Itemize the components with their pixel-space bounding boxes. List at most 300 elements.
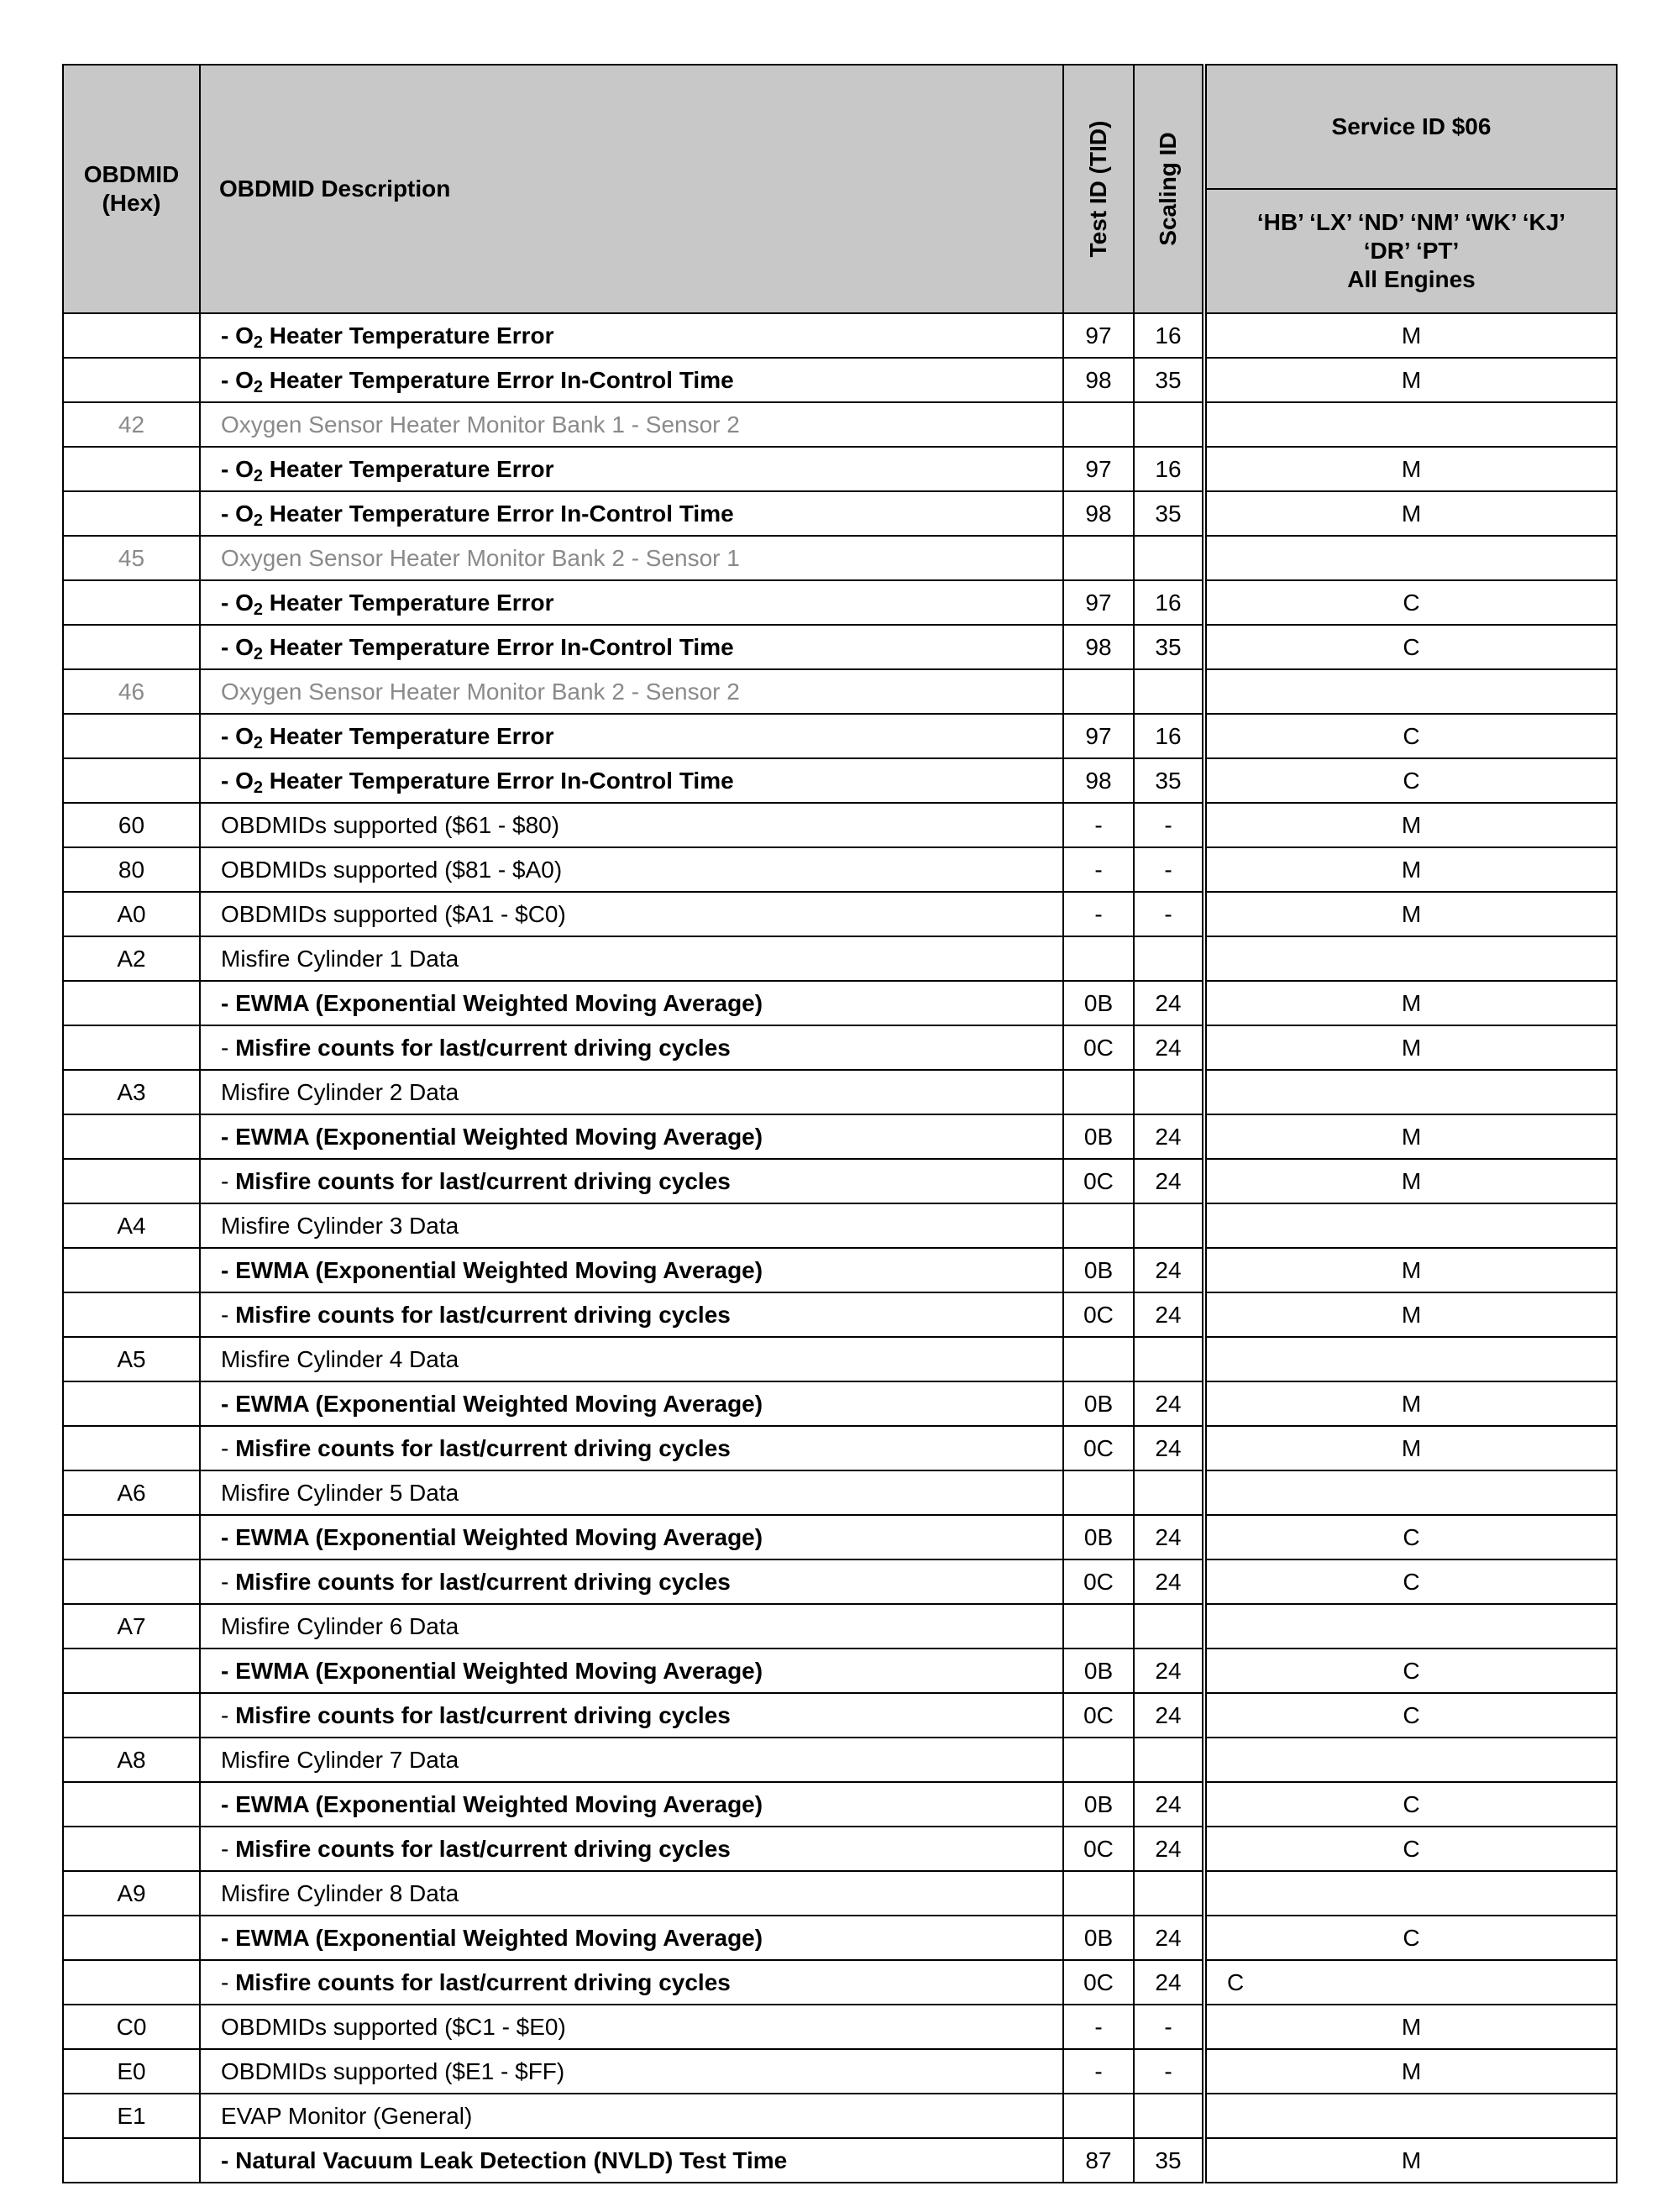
scaling-id-cell: 24 bbox=[1134, 1559, 1204, 1604]
scaling-id-cell: - bbox=[1134, 803, 1204, 847]
description-text-continued: Misfire counts for last/current driving cycles bbox=[235, 1301, 731, 1328]
description-cell bbox=[200, 1070, 1063, 1114]
service-cell: C bbox=[1204, 1960, 1617, 2005]
test-id-cell: - bbox=[1063, 892, 1134, 936]
test-id-cell: 0C bbox=[1063, 1693, 1134, 1738]
description-cell bbox=[200, 1559, 1063, 1604]
scaling-id-cell: 35 bbox=[1134, 2138, 1204, 2183]
obdmid-cell bbox=[63, 1649, 200, 1693]
service-cell bbox=[1204, 2094, 1617, 2138]
test-id-cell bbox=[1063, 1604, 1134, 1649]
description-cell bbox=[200, 2138, 1063, 2183]
obdmid-cell: 80 bbox=[63, 847, 200, 892]
test-id-cell: 0B bbox=[1063, 1515, 1134, 1559]
description-text: - O bbox=[221, 366, 254, 393]
obdmid-cell bbox=[63, 1916, 200, 1960]
test-id-cell: 98 bbox=[1063, 358, 1134, 402]
header-obdmid-hex bbox=[63, 65, 200, 313]
subscript: 2 bbox=[253, 466, 264, 485]
description-text: - bbox=[221, 1968, 236, 1995]
service-cell bbox=[1204, 1203, 1617, 1248]
description-text: - EWMA (Exponential Weighted Moving Average) bbox=[221, 1256, 763, 1283]
description-text-continued: Heater Temperature Error In-Control Time bbox=[263, 633, 734, 660]
scaling-id-cell bbox=[1134, 1604, 1204, 1649]
service-cell: C bbox=[1204, 1916, 1617, 1960]
description-cell bbox=[200, 1649, 1063, 1693]
table-row bbox=[63, 1381, 1617, 1426]
table-row bbox=[63, 1025, 1617, 1070]
scaling-id-cell bbox=[1134, 1871, 1204, 1916]
service-cell bbox=[1204, 1470, 1617, 1515]
subscript: 2 bbox=[253, 377, 264, 396]
test-id-cell: 0B bbox=[1063, 1916, 1134, 1960]
description-text: - EWMA (Exponential Weighted Moving Average) bbox=[221, 1390, 763, 1417]
obdmid-cell: A5 bbox=[63, 1337, 200, 1381]
description-text: OBDMIDs supported ($61 - $80) bbox=[221, 811, 560, 838]
obdmid-cell bbox=[63, 1114, 200, 1159]
description-cell bbox=[200, 1381, 1063, 1426]
description-cell bbox=[200, 758, 1063, 803]
test-id-cell: 98 bbox=[1063, 758, 1134, 803]
description-cell bbox=[200, 1114, 1063, 1159]
scaling-id-cell bbox=[1134, 1070, 1204, 1114]
description-text-continued: Misfire counts for last/current driving cycles bbox=[235, 1434, 731, 1461]
description-text-continued: Heater Temperature Error In-Control Time bbox=[263, 366, 734, 393]
table-row bbox=[63, 2138, 1617, 2183]
table-row bbox=[63, 2005, 1617, 2049]
description-text-continued: Heater Temperature Error bbox=[263, 722, 554, 749]
service-cell: M bbox=[1204, 1159, 1617, 1203]
description-text: - O bbox=[221, 589, 254, 616]
table-row bbox=[63, 1159, 1617, 1203]
obdmid-cell bbox=[63, 1025, 200, 1070]
table-row bbox=[63, 981, 1617, 1025]
table-row bbox=[63, 1871, 1617, 1916]
scaling-id-cell: 24 bbox=[1134, 1827, 1204, 1871]
obdmid-cell bbox=[63, 447, 200, 491]
description-text: Misfire Cylinder 3 Data bbox=[221, 1212, 459, 1239]
service-cell bbox=[1204, 1604, 1617, 1649]
subscript: 2 bbox=[253, 333, 264, 352]
scaling-id-cell: 24 bbox=[1134, 1114, 1204, 1159]
scaling-id-cell: 16 bbox=[1134, 580, 1204, 625]
obdmid-cell: A2 bbox=[63, 936, 200, 981]
description-text: - O bbox=[221, 500, 254, 527]
description-text-continued: Heater Temperature Error bbox=[263, 589, 554, 616]
description-text: - O bbox=[221, 767, 254, 794]
subscript: 2 bbox=[253, 733, 264, 752]
service-cell: C bbox=[1204, 1782, 1617, 1827]
description-cell bbox=[200, 981, 1063, 1025]
table-row bbox=[63, 1916, 1617, 1960]
test-id-cell: 98 bbox=[1063, 491, 1134, 536]
service-cell bbox=[1204, 1738, 1617, 1782]
table-body bbox=[63, 313, 1617, 2183]
scaling-id-cell: 35 bbox=[1134, 491, 1204, 536]
test-id-cell bbox=[1063, 2094, 1134, 2138]
description-text: - bbox=[221, 1167, 236, 1194]
table-row bbox=[63, 491, 1617, 536]
table-row bbox=[63, 1470, 1617, 1515]
description-cell bbox=[200, 1426, 1063, 1470]
description-text: - bbox=[221, 1301, 236, 1328]
test-id-cell bbox=[1063, 536, 1134, 580]
description-cell bbox=[200, 358, 1063, 402]
table-row bbox=[63, 1426, 1617, 1470]
description-text: OBDMIDs supported ($C1 - $E0) bbox=[221, 2013, 566, 2040]
obdmid-cell: A3 bbox=[63, 1070, 200, 1114]
description-text: - O bbox=[221, 455, 254, 482]
scaling-id-cell: - bbox=[1134, 2049, 1204, 2094]
header-obdmid-line2: (Hex) bbox=[102, 190, 161, 216]
test-id-cell bbox=[1063, 1203, 1134, 1248]
test-id-cell: 0C bbox=[1063, 1960, 1134, 2005]
test-id-cell: 97 bbox=[1063, 714, 1134, 758]
test-id-cell: 0C bbox=[1063, 1827, 1134, 1871]
obdmid-cell bbox=[63, 580, 200, 625]
service-cell: M bbox=[1204, 1248, 1617, 1292]
service-cell: M bbox=[1204, 847, 1617, 892]
scaling-id-cell: 24 bbox=[1134, 1916, 1204, 1960]
scaling-id-cell: 35 bbox=[1134, 625, 1204, 669]
description-text: Misfire Cylinder 6 Data bbox=[221, 1612, 459, 1639]
description-text: Misfire Cylinder 8 Data bbox=[221, 1879, 459, 1906]
scaling-id-cell: - bbox=[1134, 2005, 1204, 2049]
description-cell bbox=[200, 847, 1063, 892]
test-id-cell: - bbox=[1063, 803, 1134, 847]
description-text: Misfire Cylinder 5 Data bbox=[221, 1479, 459, 1506]
test-id-cell bbox=[1063, 1470, 1134, 1515]
service-cell: M bbox=[1204, 2005, 1617, 2049]
description-text-continued: Misfire counts for last/current driving cycles bbox=[235, 1835, 731, 1862]
table-row bbox=[63, 1559, 1617, 1604]
table-row bbox=[63, 847, 1617, 892]
obdmid-cell: 45 bbox=[63, 536, 200, 580]
scaling-id-cell: 16 bbox=[1134, 447, 1204, 491]
table-row bbox=[63, 892, 1617, 936]
description-cell bbox=[200, 936, 1063, 981]
table-row bbox=[63, 1337, 1617, 1381]
obdmid-cell bbox=[63, 981, 200, 1025]
description-text-continued: Heater Temperature Error In-Control Time bbox=[263, 767, 734, 794]
scaling-id-cell: 24 bbox=[1134, 1025, 1204, 1070]
description-text: - bbox=[221, 1434, 236, 1461]
test-id-cell: 97 bbox=[1063, 580, 1134, 625]
test-id-cell bbox=[1063, 1738, 1134, 1782]
test-id-cell: 97 bbox=[1063, 313, 1134, 358]
description-cell bbox=[200, 1782, 1063, 1827]
description-cell bbox=[200, 1159, 1063, 1203]
table-row bbox=[63, 803, 1617, 847]
scaling-id-cell bbox=[1134, 402, 1204, 447]
obdmid-cell bbox=[63, 1782, 200, 1827]
table-row bbox=[63, 1960, 1617, 2005]
description-cell bbox=[200, 2049, 1063, 2094]
scaling-id-cell: 24 bbox=[1134, 1649, 1204, 1693]
obdmid-cell bbox=[63, 1960, 200, 2005]
table-row bbox=[63, 1782, 1617, 1827]
test-id-cell bbox=[1063, 402, 1134, 447]
obdmid-cell: E1 bbox=[63, 2094, 200, 2138]
description-text: Oxygen Sensor Heater Monitor Bank 1 - Sensor 2 bbox=[221, 411, 740, 438]
description-text: OBDMIDs supported ($E1 - $FF) bbox=[221, 2057, 565, 2084]
scaling-id-cell: 16 bbox=[1134, 313, 1204, 358]
table-row bbox=[63, 1070, 1617, 1114]
description-cell bbox=[200, 491, 1063, 536]
description-text: - O bbox=[221, 722, 254, 749]
service-cell: C bbox=[1204, 758, 1617, 803]
test-id-cell: 0C bbox=[1063, 1426, 1134, 1470]
scaling-id-cell: 24 bbox=[1134, 1782, 1204, 1827]
scaling-id-cell: - bbox=[1134, 892, 1204, 936]
service-cell: M bbox=[1204, 358, 1617, 402]
description-cell bbox=[200, 803, 1063, 847]
service-cell: M bbox=[1204, 1114, 1617, 1159]
table-row bbox=[63, 2049, 1617, 2094]
header-scaling-id-label: Scaling ID bbox=[1155, 132, 1181, 246]
description-text-continued: Misfire counts for last/current driving cycles bbox=[235, 1034, 731, 1061]
header-service-id: Service ID $06 bbox=[1204, 65, 1617, 189]
service-cell bbox=[1204, 1871, 1617, 1916]
description-cell bbox=[200, 669, 1063, 714]
subscript: 2 bbox=[253, 778, 264, 797]
header-engines bbox=[1204, 189, 1617, 313]
scaling-id-cell: 24 bbox=[1134, 1381, 1204, 1426]
description-text: Oxygen Sensor Heater Monitor Bank 2 - Sensor 2 bbox=[221, 678, 740, 705]
description-text: - bbox=[221, 1835, 236, 1862]
description-text: - EWMA (Exponential Weighted Moving Average) bbox=[221, 1790, 763, 1817]
test-id-cell: 0B bbox=[1063, 1248, 1134, 1292]
header-engines-line3: All Engines bbox=[1347, 266, 1476, 292]
description-text: EVAP Monitor (General) bbox=[221, 2102, 473, 2129]
test-id-cell: - bbox=[1063, 847, 1134, 892]
table-row bbox=[63, 1827, 1617, 1871]
header-scaling-id bbox=[1134, 65, 1204, 313]
service-cell bbox=[1204, 536, 1617, 580]
table-row bbox=[63, 1248, 1617, 1292]
scaling-id-cell bbox=[1134, 1470, 1204, 1515]
obdmid-cell: A7 bbox=[63, 1604, 200, 1649]
table-row bbox=[63, 714, 1617, 758]
service-cell bbox=[1204, 402, 1617, 447]
description-cell bbox=[200, 1248, 1063, 1292]
table-row bbox=[63, 1114, 1617, 1159]
service-cell: M bbox=[1204, 491, 1617, 536]
table-row bbox=[63, 758, 1617, 803]
header-engines-line1: ‘HB’ ‘LX’ ‘ND’ ‘NM’ ‘WK’ ‘KJ’ bbox=[1256, 209, 1566, 235]
service-cell: M bbox=[1204, 1292, 1617, 1337]
scaling-id-cell: 24 bbox=[1134, 1515, 1204, 1559]
test-id-cell: 98 bbox=[1063, 625, 1134, 669]
service-cell bbox=[1204, 669, 1617, 714]
obdmid-cell: A8 bbox=[63, 1738, 200, 1782]
obdmid-cell: A4 bbox=[63, 1203, 200, 1248]
scaling-id-cell: 24 bbox=[1134, 981, 1204, 1025]
service-cell: C bbox=[1204, 1559, 1617, 1604]
service-cell: C bbox=[1204, 714, 1617, 758]
obdmid-cell: 60 bbox=[63, 803, 200, 847]
description-cell bbox=[200, 1693, 1063, 1738]
table-row bbox=[63, 625, 1617, 669]
description-cell bbox=[200, 2094, 1063, 2138]
service-cell: C bbox=[1204, 1827, 1617, 1871]
obdmid-cell bbox=[63, 491, 200, 536]
description-text-continued: Heater Temperature Error In-Control Time bbox=[263, 500, 734, 527]
service-cell: M bbox=[1204, 447, 1617, 491]
description-cell bbox=[200, 313, 1063, 358]
scaling-id-cell bbox=[1134, 669, 1204, 714]
service-cell: M bbox=[1204, 981, 1617, 1025]
scaling-id-cell: 16 bbox=[1134, 714, 1204, 758]
obdmid-cell bbox=[63, 313, 200, 358]
description-cell bbox=[200, 1871, 1063, 1916]
table-row bbox=[63, 1515, 1617, 1559]
description-text: Misfire Cylinder 1 Data bbox=[221, 945, 459, 972]
table-row bbox=[63, 447, 1617, 491]
obdmid-cell bbox=[63, 1159, 200, 1203]
description-text-continued: Misfire counts for last/current driving cycles bbox=[235, 1701, 731, 1728]
obdmid-cell: 46 bbox=[63, 669, 200, 714]
scaling-id-cell: 35 bbox=[1134, 358, 1204, 402]
description-text: OBDMIDs supported ($81 - $A0) bbox=[221, 856, 563, 883]
test-id-cell: - bbox=[1063, 2005, 1134, 2049]
description-cell bbox=[200, 1337, 1063, 1381]
test-id-cell: 97 bbox=[1063, 447, 1134, 491]
service-cell: M bbox=[1204, 313, 1617, 358]
subscript: 2 bbox=[253, 511, 264, 530]
description-text: Misfire Cylinder 2 Data bbox=[221, 1078, 459, 1105]
service-cell: M bbox=[1204, 1381, 1617, 1426]
description-cell bbox=[200, 892, 1063, 936]
description-cell bbox=[200, 580, 1063, 625]
description-cell bbox=[200, 1292, 1063, 1337]
obdmid-cell bbox=[63, 1559, 200, 1604]
test-id-cell bbox=[1063, 669, 1134, 714]
obdmid-cell: A0 bbox=[63, 892, 200, 936]
description-cell bbox=[200, 1470, 1063, 1515]
description-text-continued: Misfire counts for last/current driving cycles bbox=[235, 1568, 731, 1595]
description-cell bbox=[200, 625, 1063, 669]
scaling-id-cell bbox=[1134, 1738, 1204, 1782]
scaling-id-cell: 24 bbox=[1134, 1693, 1204, 1738]
header-test-id bbox=[1063, 65, 1134, 313]
test-id-cell: 0B bbox=[1063, 1649, 1134, 1693]
table-row bbox=[63, 536, 1617, 580]
obdmid-cell: A9 bbox=[63, 1871, 200, 1916]
description-cell bbox=[200, 1916, 1063, 1960]
header-test-id-label: Test ID (TID) bbox=[1085, 120, 1111, 258]
obdmid-cell bbox=[63, 1248, 200, 1292]
description-text: - EWMA (Exponential Weighted Moving Average) bbox=[221, 1123, 763, 1150]
scaling-id-cell: 24 bbox=[1134, 1292, 1204, 1337]
obdmid-cell bbox=[63, 625, 200, 669]
service-cell bbox=[1204, 1070, 1617, 1114]
service-cell: M bbox=[1204, 2138, 1617, 2183]
header-description: OBDMID Description bbox=[200, 65, 1063, 313]
description-text: - O bbox=[221, 633, 254, 660]
table-row bbox=[63, 1693, 1617, 1738]
obdmid-cell bbox=[63, 1292, 200, 1337]
description-cell bbox=[200, 1515, 1063, 1559]
description-text-continued: Heater Temperature Error bbox=[263, 322, 554, 349]
description-cell bbox=[200, 1827, 1063, 1871]
table-row bbox=[63, 402, 1617, 447]
obdmid-cell bbox=[63, 758, 200, 803]
test-id-cell: 0B bbox=[1063, 1381, 1134, 1426]
scaling-id-cell bbox=[1134, 2094, 1204, 2138]
obdmid-cell: C0 bbox=[63, 2005, 200, 2049]
description-text-continued: Misfire counts for last/current driving cycles bbox=[235, 1968, 731, 1995]
service-cell: C bbox=[1204, 1693, 1617, 1738]
service-cell: M bbox=[1204, 803, 1617, 847]
obdmid-cell bbox=[63, 1515, 200, 1559]
description-cell bbox=[200, 1960, 1063, 2005]
obdmid-cell bbox=[63, 1827, 200, 1871]
description-cell bbox=[200, 1203, 1063, 1248]
table-row bbox=[63, 936, 1617, 981]
table-row bbox=[63, 580, 1617, 625]
description-text: - Natural Vacuum Leak Detection (NVLD) Test Time bbox=[221, 2146, 788, 2173]
scaling-id-cell: 24 bbox=[1134, 1159, 1204, 1203]
service-cell: C bbox=[1204, 1515, 1617, 1559]
description-cell bbox=[200, 1738, 1063, 1782]
table-row bbox=[63, 1649, 1617, 1693]
test-id-cell: 0B bbox=[1063, 1114, 1134, 1159]
test-id-cell: 0C bbox=[1063, 1559, 1134, 1604]
subscript: 2 bbox=[253, 600, 264, 619]
table-row bbox=[63, 358, 1617, 402]
table-row bbox=[63, 1292, 1617, 1337]
scaling-id-cell: - bbox=[1134, 847, 1204, 892]
test-id-cell: 0C bbox=[1063, 1025, 1134, 1070]
description-cell bbox=[200, 447, 1063, 491]
description-text: Misfire Cylinder 4 Data bbox=[221, 1345, 459, 1372]
description-text-continued: Misfire counts for last/current driving cycles bbox=[235, 1167, 731, 1194]
description-text: - bbox=[221, 1568, 236, 1595]
description-text: Misfire Cylinder 7 Data bbox=[221, 1746, 459, 1773]
obdmid-cell bbox=[63, 1693, 200, 1738]
service-cell: M bbox=[1204, 1426, 1617, 1470]
test-id-cell: 0C bbox=[1063, 1292, 1134, 1337]
table-row bbox=[63, 1738, 1617, 1782]
scaling-id-cell: 24 bbox=[1134, 1248, 1204, 1292]
test-id-cell: - bbox=[1063, 2049, 1134, 2094]
test-id-cell: 0B bbox=[1063, 1782, 1134, 1827]
description-cell bbox=[200, 1025, 1063, 1070]
test-id-cell: 0B bbox=[1063, 981, 1134, 1025]
scaling-id-cell: 24 bbox=[1134, 1960, 1204, 2005]
description-cell bbox=[200, 1604, 1063, 1649]
obdmid-cell bbox=[63, 2138, 200, 2183]
service-cell: M bbox=[1204, 1025, 1617, 1070]
obdmid-cell: 42 bbox=[63, 402, 200, 447]
description-text: Oxygen Sensor Heater Monitor Bank 2 - Sensor 1 bbox=[221, 544, 740, 571]
description-cell bbox=[200, 2005, 1063, 2049]
service-cell: C bbox=[1204, 580, 1617, 625]
service-cell: M bbox=[1204, 2049, 1617, 2094]
test-id-cell bbox=[1063, 1070, 1134, 1114]
description-text: - EWMA (Exponential Weighted Moving Average) bbox=[221, 989, 763, 1016]
scaling-id-cell bbox=[1134, 936, 1204, 981]
description-text-continued: Heater Temperature Error bbox=[263, 455, 554, 482]
table-row bbox=[63, 2094, 1617, 2138]
test-id-cell bbox=[1063, 936, 1134, 981]
header-obdmid-line1: OBDMID bbox=[83, 161, 180, 187]
scaling-id-cell bbox=[1134, 1337, 1204, 1381]
description-text: - bbox=[221, 1034, 236, 1061]
description-cell bbox=[200, 714, 1063, 758]
service-cell: C bbox=[1204, 625, 1617, 669]
